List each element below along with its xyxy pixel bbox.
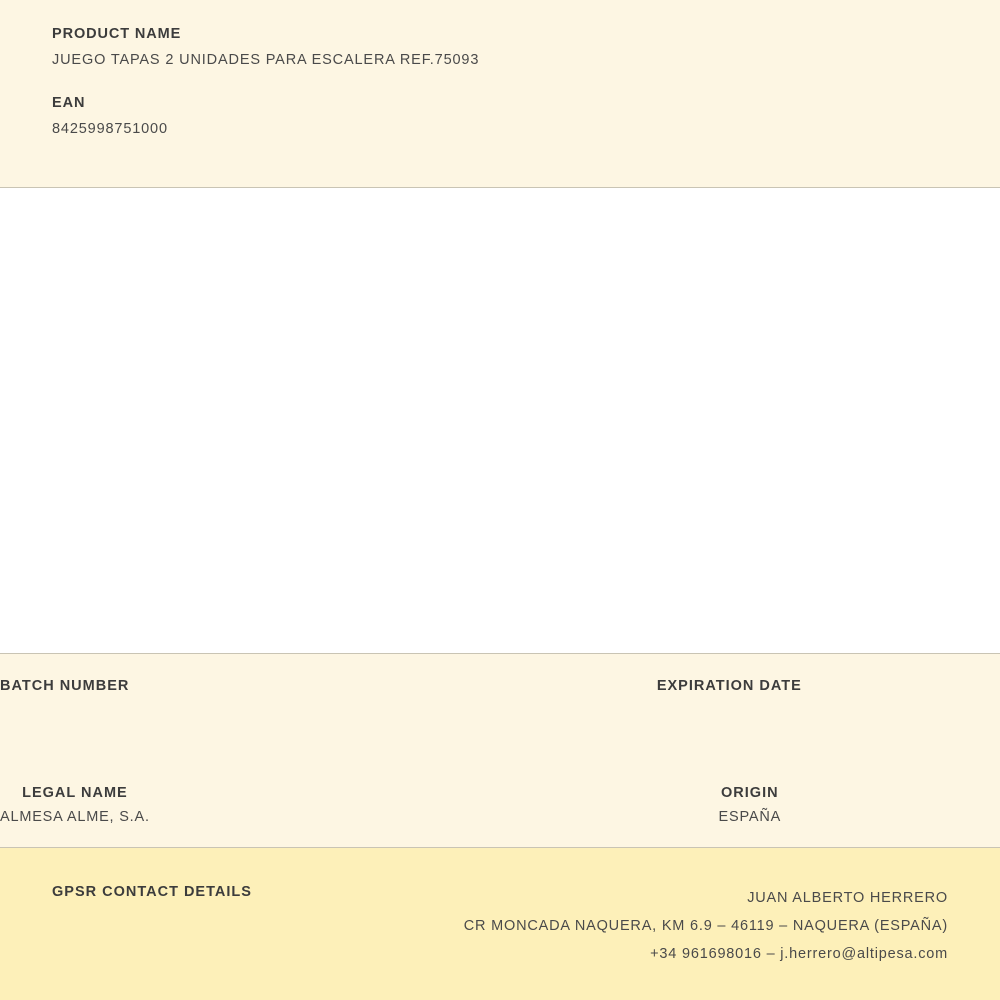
gpsr-contact-address: CR MONCADA NAQUERA, KM 6.9 – 46119 – NAQUERA (ESPAÑA) <box>463 918 948 934</box>
product-details-section <box>0 654 1000 848</box>
legal-name-value: ALMESA ALME, S.A. <box>0 809 150 825</box>
batch-number-value <box>0 702 129 719</box>
ean-block <box>52 95 948 137</box>
ean-label: EAN <box>52 95 86 111</box>
origin-value: ESPAÑA <box>718 809 782 825</box>
legal-origin-row <box>0 785 1000 826</box>
origin-label: ORIGIN <box>721 785 779 801</box>
product-name-block <box>52 26 948 68</box>
origin-cell <box>550 785 1000 826</box>
gpsr-contact-phone-email: +34 961698016 – j.herrero@altipesa.com <box>650 946 948 962</box>
expiration-date-value <box>529 702 929 719</box>
expiration-date-cell <box>529 678 1000 719</box>
product-name-label: PRODUCT NAME <box>52 26 182 42</box>
product-image-area <box>0 188 1000 654</box>
product-name-value: JUEGO TAPAS 2 UNIDADES PARA ESCALERA REF.75093 <box>52 52 480 68</box>
ean-value: 8425998751000 <box>52 121 168 137</box>
batch-expiration-row <box>0 678 1000 719</box>
gpsr-contact-lines <box>464 884 948 968</box>
legal-name-cell <box>0 785 550 826</box>
expiration-date-label: EXPIRATION DATE <box>656 678 802 694</box>
product-header-section <box>0 0 1000 188</box>
gpsr-contact-label: GPSR CONTACT DETAILS <box>52 884 252 900</box>
batch-number-label: BATCH NUMBER <box>0 678 130 694</box>
gpsr-contact-section <box>0 848 1000 1000</box>
legal-name-label: LEGAL NAME <box>22 785 128 801</box>
batch-number-cell <box>0 678 529 719</box>
gpsr-contact-person: JUAN ALBERTO HERRERO <box>747 890 948 906</box>
